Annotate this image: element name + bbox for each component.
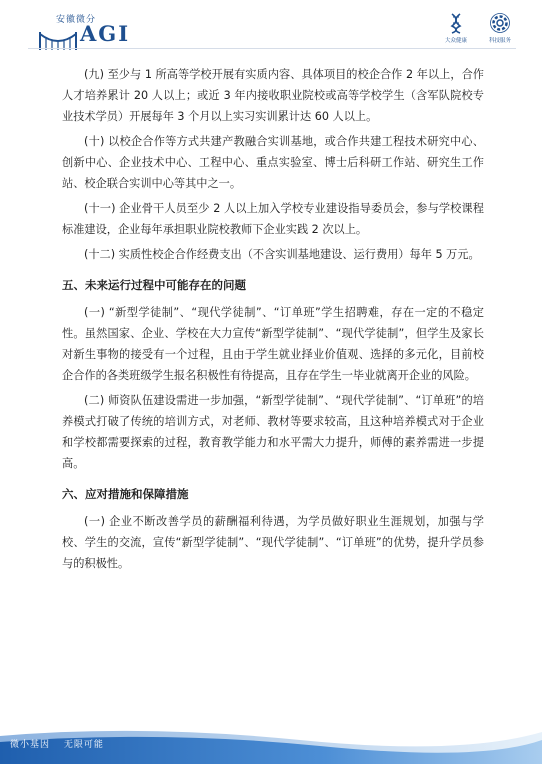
body-paragraph: (一) 企业不断改善学员的薪酬福利待遇，为学员做好职业生涯规划，加强与学校、学生的交流，宣传“新型学徒制”、“现代学徒制”、“订单班”的优势，提升学员参与的积极性。 [62,515,484,570]
header-icon-tech [484,12,516,44]
logo-wordmark [80,21,130,46]
page-header [0,0,542,54]
body-paragraph: (十) 以校企合作等方式共建产教融合实训基地，或合作共建工程技术研究中心、创新中心、企业技术中心、工程中心、重点实验室、博士后科研工作站、研究生工作站、校企联合实训中心等其中之一。 [62,135,484,190]
logo-subtitle: 安徽微分 [56,15,97,25]
footer-slogan-right: 无限可能 [63,740,104,750]
logo-wordmark-text: AGI [80,21,131,46]
header-divider [28,48,516,49]
footer-slogan-left: 微小基因 [10,740,51,750]
company-logo [38,12,158,48]
section-heading: 六、应对措施和保障措施 [62,487,189,501]
body-paragraph: (九) 至少与 1 所高等学校开展有实质内容、具体项目的校企合作 2 年以上，合作人才培养累计 20 人以上；或近 3 年内接收职业院校或高等学校学生（含军队院校专业技术学员）开展每年 3 个月以上实习实训累计达 60 人以上。 [62,68,484,123]
header-icon-group [440,12,516,44]
dna-icon [445,12,467,34]
body-paragraph: (十二) 实质性校企合作经费支出（不含实训基地建设、运行费用）每年 5 万元。 [84,248,480,261]
header-icon-health [440,12,472,44]
footer-slogan [10,737,114,750]
header-icon-label: 科技服务 [488,38,511,44]
header-icon-label: 大众健康 [444,38,467,44]
section-heading: 五、未来运行过程中可能存在的问题 [62,278,246,292]
body-paragraph: (一) “新型学徒制”、“现代学徒制”、“订单班”学生招聘难，存在一定的不稳定性。虽然国家、企业、学校在大力宣传“新型学徒制”、“现代学徒制”，但学生及家长对新生事物的接受有一个过程，且由于学生就业择业价值观、选择的多元化，目前校企合作的各类班级学生报名积极性有待提高，且存在学生一毕业就离开企业的风险。 [62,306,484,382]
body-paragraph: (二) 师资队伍建设需进一步加强，“新型学徒制”、“现代学徒制”、“订单班”的培养模式打破了传统的培训方式，对老师、教材等要求较高，且这种培养模式对于企业和学校都需要探索的过程，教育教学能力和水平需大力提升，师傅的素养需进一步提高。 [62,394,484,470]
document-body [62,64,484,578]
body-paragraph: (十一) 企业骨干人员至少 2 人以上加入学校专业建设指导委员会，参与学校课程标准建设，企业每年承担职业院校教师下企业实践 2 次以上。 [62,202,484,236]
gear-icon [489,12,511,34]
